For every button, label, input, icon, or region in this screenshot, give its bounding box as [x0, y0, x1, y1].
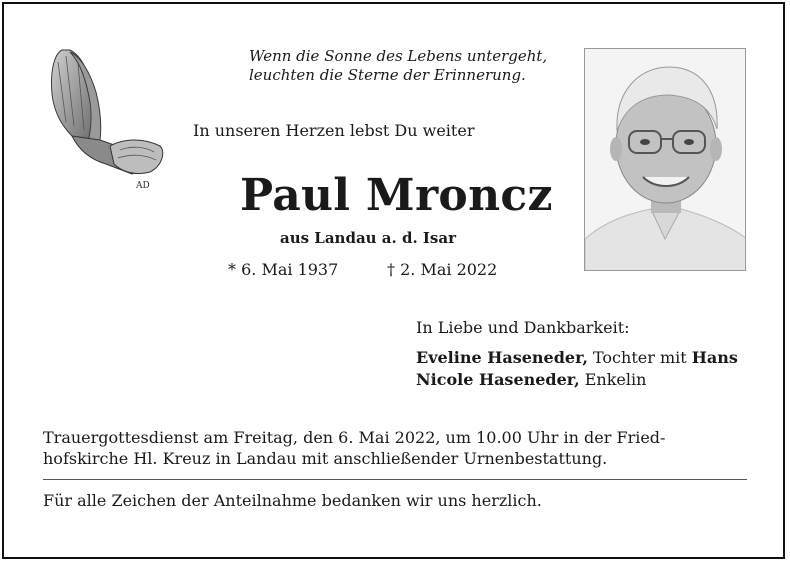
service-line-1: Trauergottesdienst am Freitag, den 6. Mai 2022, um 10.00 Uhr in der Fried- — [43, 428, 666, 447]
portrait-photo — [584, 48, 746, 271]
deceased-origin: aus Landau a. d. Isar — [280, 229, 456, 247]
quote-line-1: Wenn die Sonne des Lebens untergeht, — [249, 47, 548, 65]
quote-line-2: leuchten die Sterne der Erinnerung. — [249, 66, 526, 84]
mourner-relation: Tochter mit — [587, 348, 692, 367]
divider — [43, 479, 747, 480]
mourner-row — [416, 370, 646, 389]
deceased-name: Paul Mroncz — [240, 170, 553, 221]
mourner-name: Nicole Haseneder, — [416, 370, 580, 389]
herzen-line: In unseren Herzen lebst Du weiter — [193, 121, 475, 140]
thanks-line: Für alle Zeichen der Anteilnahme bedanken wir uns herzlich. — [43, 491, 542, 510]
birth-date: * 6. Mai 1937 — [228, 260, 339, 279]
mourner-name: Eveline Haseneder, — [416, 348, 588, 367]
mourners-intro: In Liebe und Dankbarkeit: — [416, 318, 630, 337]
death-date: † 2. Mai 2022 — [387, 260, 498, 279]
service-info — [43, 427, 747, 469]
service-line-2: hofskirche Hl. Kreuz in Landau mit anschließender Urnenbestattung. — [43, 449, 608, 468]
memorial-quote — [249, 47, 569, 85]
svg-text:AD: AD — [136, 181, 150, 191]
mourner-relation: Enkelin — [579, 370, 647, 389]
praying-hands-icon — [40, 42, 170, 192]
mourner-partner: Hans — [691, 348, 738, 367]
mourner-row — [416, 348, 738, 367]
